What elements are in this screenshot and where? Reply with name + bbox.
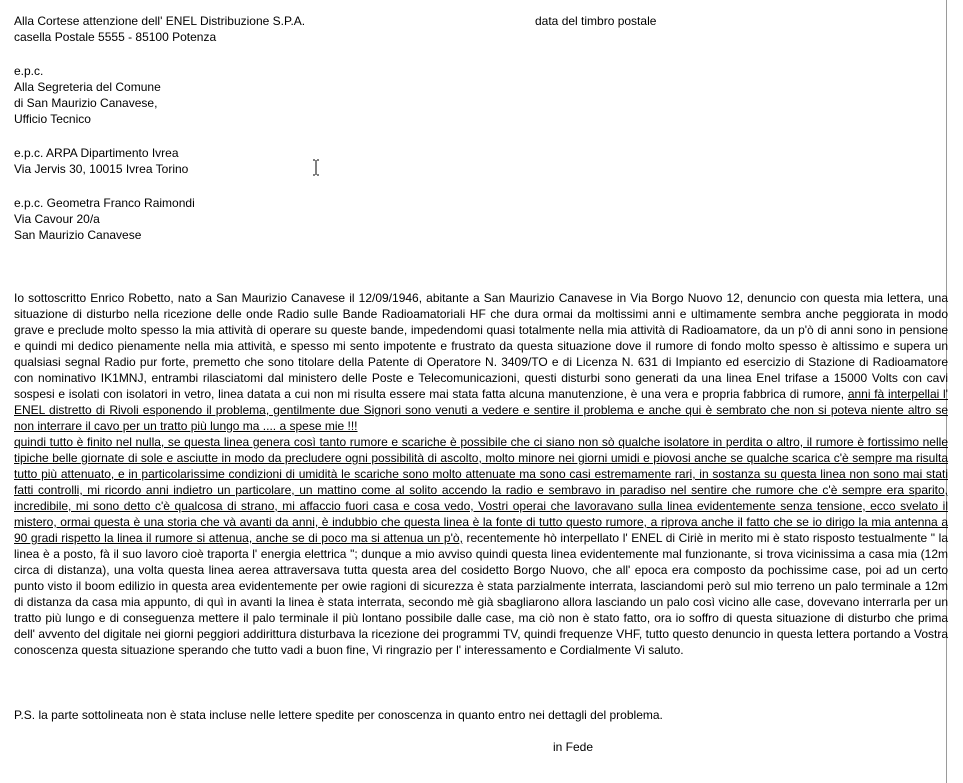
postmark-date: data del timbro postale (535, 14, 657, 28)
body-rest: recentemente hò interpellato l' ENEL di Ciriè in merito mi è stato risposto testualmente " la linea è a posto, fà il suo lavoro cioè traporta l' energia elettrica "; dunque a mio avviso quindi questa linea evidentemente mal funzionante, si trova vicinissima a casa mia (12m circa di distanza), una volta questa linea aerea attraversava tutta questa area del cosidetto Borgo Nuovo, che all' epoca era composto da pochissime case, poi ad un certo punto visto il boom edilizio in questa area evidentemente per owie ragioni di sicurezza è stata parzialmente interrata, lasciandomi però sul mio terreno un palo terminale a 12m di distanza da casa mia appunto, di quì in avanti la linea è stata interrata, secondo mè già sbagliarono allora lasciando un palo così vicino alle case, dovevano interrarla per un tratto più lungo e di conseguenza mettere il palo terminale il più lontano possibile dalle case, ma ciò non è stato fatto, ora io soffro di questa situazione di disturbo che prima dell' avvento del digitale nei giorni peggiori addirittura disturbava la ricezione dei programmi TV, quindi frequenze VHF, tutto questo denuncio in questa lettera portando a Vostra conoscenza questa situazione sperando che tutto vadi a buon fine, Vi ringrazio per l' interessamento e Cordialmente Vi saluto. (14, 531, 948, 657)
body-intro: Io sottoscritto Enrico Robetto, nato a San Maurizio Canavese il 12/09/1946, abitante a San Maurizio Canavese in Via Borgo Nuovo 12, denuncio con questa mia lettera, una situazione di disturbo nella ricezione delle onde Radio sulle Bande Radioamatoriali HF che dura ormai da moltissimi anni e ultimamente sembra anche peggiorata in modo grave e preclude molto spesso la mia attività di operare su queste bande, impedendomi quasi totalmente nella mia attività di Radioamatore, da un p'ò di anni sono in pensione e quindi mi dedico pienamente nella mia attività, e spesso mi sento impotente e frustrato da questa situazione dove il rumore di fondo molto spesso è altissimo e supera un qualsiasi segnal Radio pur forte, premetto che sono titolare della Patente di Operatore N. 3409/TO e di Licenza N. 631 di Impianto ed esercizio di Stazione di Radioamatore con nominativo IK1MNJ, entrambi rilasciatomi dal ministero delle Poste e Telecomunicazioni, questi disturbi sono generati da una linea Enel trifase a 15000 Volts con cavi sospesi e isolati con isolatori in vetro, linea datata a cui non mi risulta essere mai stata fatta alcuna manutenzione, è una vera e propria fabbrica di rumore, (14, 291, 948, 401)
cc-line: e.p.c. ARPA Dipartimento Ivrea (14, 146, 179, 160)
body-paragraph (14, 290, 948, 658)
cc-line: di San Maurizio Canavese, (14, 96, 158, 110)
letter-body (14, 290, 948, 658)
recipient-line: Alla Cortese attenzione dell' ENEL Distribuzione S.P.A. (14, 14, 306, 28)
cc-line: Via Jervis 30, 10015 Ivrea Torino (14, 162, 189, 176)
closing-signature: in Fede (553, 740, 594, 754)
cc-line: e.p.c. Geometra Franco Raimondi (14, 196, 195, 210)
cc-line: Ufficio Tecnico (14, 112, 91, 126)
text-cursor-icon (312, 159, 320, 176)
cc-line: e.p.c. (14, 64, 44, 78)
postscript: P.S. la parte sottolineata non è stata incluse nelle lettere spedite per conoscenza in quanto entro nei dettagli del problema. (14, 708, 663, 722)
cc-line: Alla Segreteria del Comune (14, 80, 161, 94)
underlined-passage: quindi tutto è finito nel nulla, se questa linea genera così tanto rumore e scariche è possibile che ci siano non sò qualche isolatore in perdita o altro, il rumore è fortissimo nelle tipiche belle giornate di sole e asciutte in modo da precludere ogni possibilità di ascolto, molto minore nei giorni umidi e piovosi anche se qualche scarica c'è sempre ma risulta tutto più attenuato, e in particolarissime condizioni di umidità le scariche sono molto attenuate ma sono casi estremamente rari, in sostanza su questa linea non sono mai stati fatti controlli, mi ricordo anni indietro un particolare, un mattino come al solito accendo la radio e sembravo in paradiso nel sentire che rumore che c'è sempre era sparito, incredibile, mi sono detto c'è qualcosa di strano, mi affaccio fuori casa e cosa vedo, Vostri operai che lavoravano sulla linea evidentemente senza tensione, ecco svelato il mistero, ormai questa è una storia che và avanti da anni, è indubbio che questa linea è la fonte di tutto questo rumore, a riprova anche il fatto che se io dirigo la mia antenna a 90 gradi rispetto la linea il rumore si attenua, anche se di poco ma si attenua un p'ò, (14, 435, 948, 545)
underlined-passage: anni fà interpellai l' ENEL distretto di Rivoli esponendo il problema, gentilmente due Signori sono venuti a vedere e sentire il problema e anche qui è sembrato che non si poteva niente altro se non interrare il cavo per un tratto più lungo ma .... a spese mie !!! (14, 387, 948, 433)
recipient-line: casella Postale 5555 - 85100 Potenza (14, 30, 217, 44)
cc-line: San Maurizio Canavese (14, 228, 142, 242)
cc-line: Via Cavour 20/a (14, 212, 100, 226)
